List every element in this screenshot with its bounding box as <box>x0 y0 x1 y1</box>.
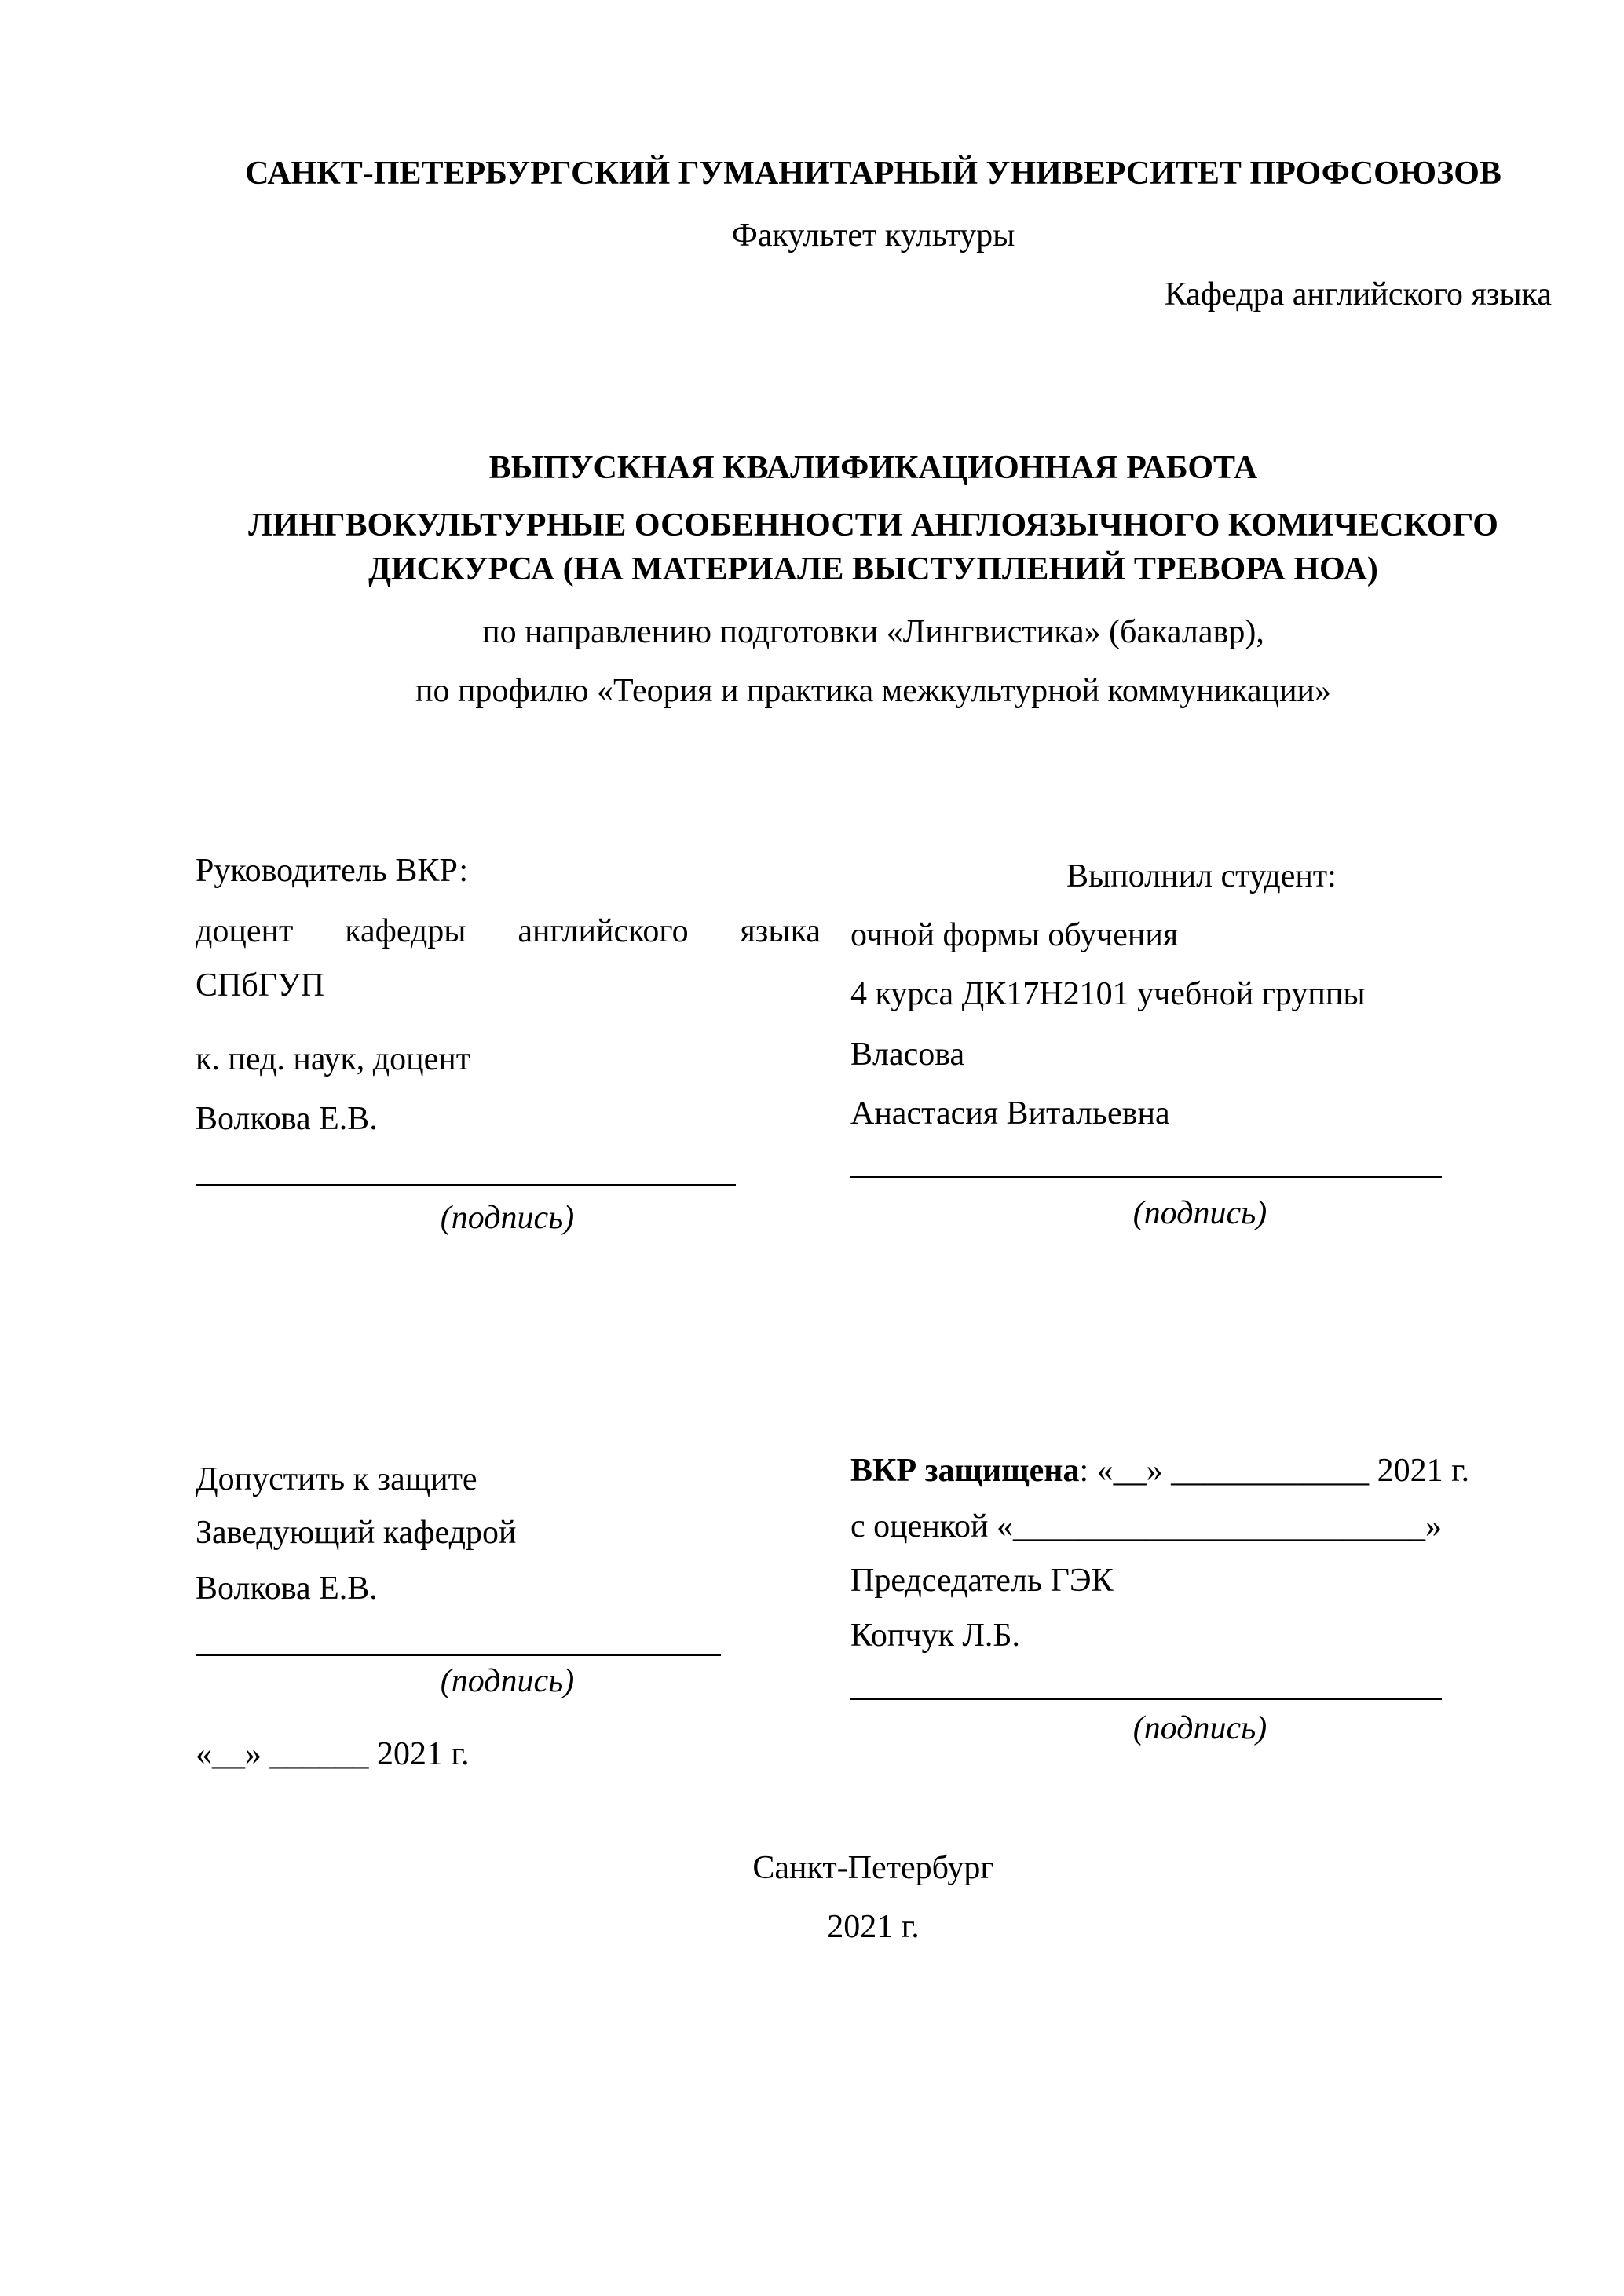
chair-signature-line <box>850 1698 1442 1700</box>
city: Санкт-Петербург <box>752 1850 994 1886</box>
admission-date: «__» ______ 2021 г. <box>196 1736 470 1772</box>
supervisor-signature-caption: (подпись) <box>440 1200 575 1236</box>
head-signature-caption: (подпись) <box>440 1663 575 1699</box>
thesis-title-line-2: ДИСКУРСА (НА МАТЕРИАЛЕ ВЫСТУПЛЕНИЙ ТРЕВОРА НОА) <box>368 551 1378 587</box>
defense-date: : «__» ____________ 2021 г. <box>1079 1453 1470 1489</box>
year: 2021 г. <box>827 1909 920 1945</box>
admission-label: Допустить к защите <box>196 1461 477 1497</box>
department-head: Заведующий кафедрой <box>196 1515 517 1551</box>
department: Кафедра английского языка <box>1164 276 1552 313</box>
faculty: Факультет культуры <box>731 218 1015 254</box>
department-head-name: Волкова Е.В. <box>196 1570 378 1607</box>
supervisor-label: Руководитель ВКР: <box>196 853 469 889</box>
chair-signature-caption: (подпись) <box>1132 1710 1267 1746</box>
student-label: Выполнил студент: <box>1066 858 1337 894</box>
commission-chair-label: Председатель ГЭК <box>850 1563 1114 1599</box>
defense-line <box>850 1449 1469 1493</box>
work-type: ВЫПУСКНАЯ КВАЛИФИКАЦИОННАЯ РАБОТА <box>488 450 1258 486</box>
student-group: 4 курса ДК17Н2101 учебной группы <box>850 976 1366 1012</box>
university-name: САНКТ-ПЕТЕРБУРГСКИЙ ГУМАНИТАРНЫЙ УНИВЕРСИТЕТ ПРОФСОЮЗОВ <box>245 155 1501 192</box>
student-name: Анастасия Витальевна <box>850 1095 1170 1132</box>
student-signature-caption: (подпись) <box>1132 1195 1267 1231</box>
supervisor-position: доцент кафедры английского языка <box>196 913 821 949</box>
supervisor-org: СПбГУП <box>196 967 325 1004</box>
defense-label: ВКР защищена <box>850 1453 1080 1489</box>
thesis-title-line-1: ЛИНГВОКУЛЬТУРНЫЕ ОСОБЕННОСТИ АНГЛОЯЗЫЧНОГО КОМИЧЕСКОГО <box>248 507 1498 543</box>
profile: по профилю «Теория и практика межкультурной коммуникации» <box>415 673 1332 709</box>
supervisor-degree: к. пед. наук, доцент <box>196 1041 471 1077</box>
student-form: очной формы обучения <box>850 917 1179 953</box>
student-signature-line <box>850 1176 1442 1178</box>
student-surname: Власова <box>850 1036 965 1073</box>
direction: по направлению подготовки «Лингвистика» (бакалавр), <box>482 614 1264 650</box>
supervisor-name: Волкова Е.В. <box>196 1101 378 1137</box>
head-signature-line <box>196 1654 721 1656</box>
defense-grade: с оценкой «_________________________» <box>850 1508 1442 1545</box>
commission-chair-name: Копчук Л.Б. <box>850 1618 1021 1654</box>
supervisor-signature-line <box>196 1184 736 1186</box>
